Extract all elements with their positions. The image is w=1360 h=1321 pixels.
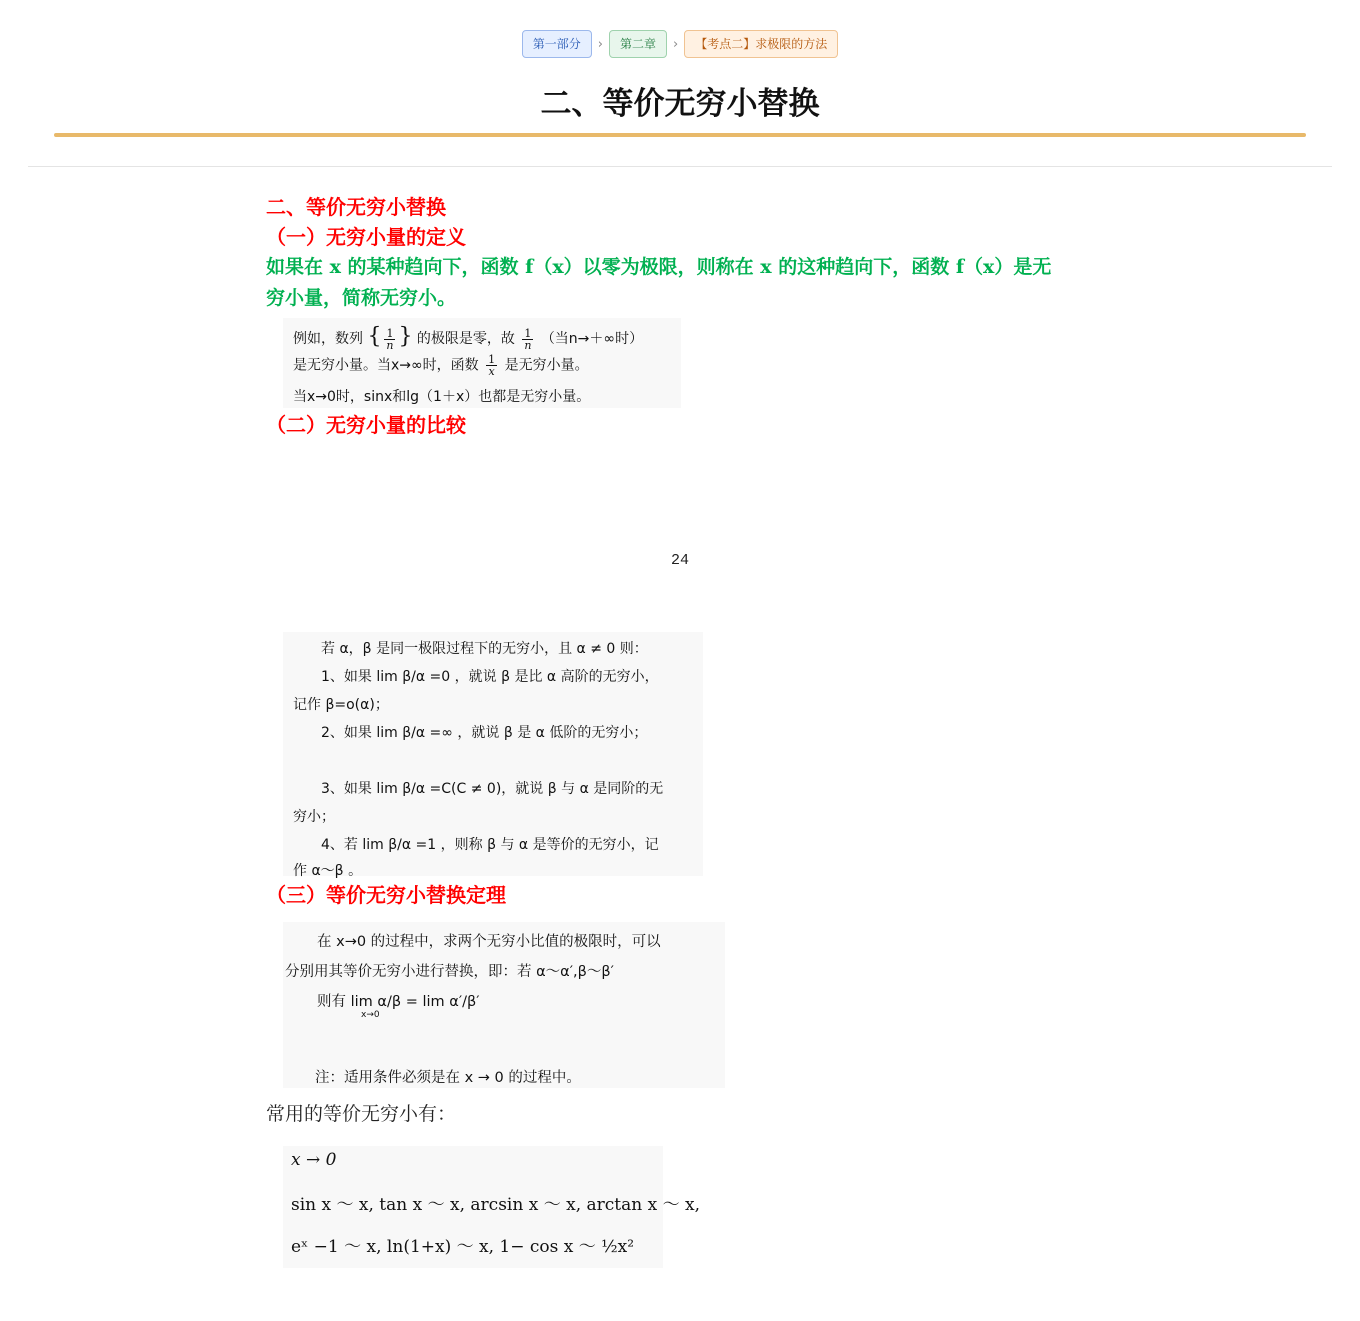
page-number: 24 [670,552,689,569]
section-divider [28,166,1332,167]
heading-main: 二、等价无穷小替换 [266,195,446,219]
formula-image [283,1146,700,1268]
breadcrumb-chapter[interactable]: 第二章 [609,30,667,58]
heading-compare: （二）无穷小量的比较 [266,413,466,437]
theorem-limit-subscript: x→0 [361,1010,380,1020]
breadcrumb-separator-icon: › [597,36,603,52]
content-body [266,192,1066,314]
fraction-1-over-x: $\frac{1}{x}$ [488,353,496,378]
title-underline [54,133,1306,137]
fraction-1-over-n: $\frac{1}{n}$ [524,326,532,352]
compare-case-2: 2、如果 lim β/α =∞ ，就说 β 是 α 低阶的无穷小； [321,725,648,741]
formula-line3: eˣ −1 ～ x, ln(1+x) ～ x, 1− cos x ～ ½x² [291,1237,635,1257]
compare-case-1-note: 记作 β=o(α)； [293,697,389,713]
breadcrumb-separator-icon: › [673,36,679,52]
compare-case-4: 4、若 lim β/α =1 ，则称 β 与 α 是等价的无穷小，记 [321,837,659,853]
common-equivalents-label: 常用的等价无穷小有： [266,1103,457,1125]
fraction-1-over-n: $\frac{1}{n}$ [386,326,394,352]
theorem-image [283,922,725,1088]
compare-case-4-note: 作 α～β 。 [293,863,363,879]
breadcrumb [0,30,1360,58]
compare-case-3: 3、如果 lim β/α =C(C ≠ 0)，就说 β 与 α 是同阶的无 [321,781,664,797]
compare-intro: 若 α，β 是同一极限过程下的无穷小，且 α ≠ 0 则： [321,641,648,657]
example-image: 例如，数列 { $\frac{1}{n}$ } 的极限是零，故 $\frac{1}{n}$ （当n→＋∞时） 是无穷小量。当x→∞时，函数 $\frac{1}{x}$ 是无穷小量。 当x→0时，sinx和lg（1＋x）也都是无穷小量。 [283,318,681,408]
example-line1b: 的极限是零，故 [416,331,515,347]
theorem-note: 注：适用条件必须是在 x → 0 的过程中。 [315,1070,581,1086]
comparison-image [283,632,703,879]
theorem-line1: 在 x→0 的过程中，求两个无穷小比值的极限时，可以 [317,934,661,950]
formula-line2: sin x ～ x, tan x ～ x, arcsin x ～ x, arctan x ～ x, [291,1195,700,1215]
example-line1a: 例如，数列 [293,331,363,347]
breadcrumb-part[interactable]: 第一部分 [522,30,592,58]
example-line2a: 是无穷小量。当x→∞时，函数 [293,357,479,374]
breadcrumb-topic[interactable]: 【考点二】求极限的方法 [684,30,838,58]
example-line2b: 是无穷小量。 [504,357,589,374]
page-title: 二、等价无穷小替换 [540,86,820,122]
theorem-line2: 分别用其等价无穷小进行替换，即：若 α～α′,β～β′ [285,964,614,980]
heading-definition: （一）无穷小量的定义 [266,225,466,249]
heading-theorem: （三）等价无穷小替换定理 [266,883,506,907]
example-line3: 当x→0时，sinx和lg（1＋x）也都是无穷小量。 [293,389,591,405]
compare-case-1: 1、如果 lim β/α =0 ，就说 β 是比 α 高阶的无穷小， [321,669,659,685]
definition-text: 如果在 x 的某种趋向下，函数 f（x）以零为极限，则称在 x 的这种趋向下，函数 f（x）是无穷小量，简称无穷小。 [266,256,1052,309]
example-line1c: （当n→＋∞时） [540,331,644,347]
formula-line1: x → 0 [291,1150,337,1170]
theorem-line3: 则有 lim α/β = lim α′/β′ [317,994,480,1010]
compare-case-3-note: 穷小； [293,809,335,825]
